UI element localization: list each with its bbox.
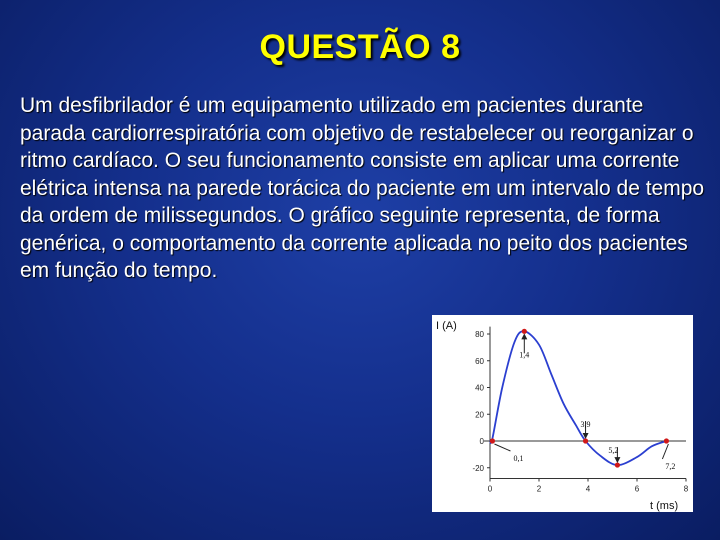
y-tick-label: -20	[472, 463, 484, 473]
y-tick-label: 40	[475, 383, 484, 393]
x-tick-label: 8	[683, 484, 689, 494]
chart-svg	[432, 315, 693, 512]
annotation-label: 3,9	[580, 420, 591, 429]
annotation-arrowhead	[521, 333, 527, 339]
current-curve	[490, 331, 666, 465]
data-marker	[615, 462, 620, 467]
data-marker	[583, 438, 588, 443]
y-axis-title: I (A)	[436, 320, 457, 332]
y-tick-label: 20	[475, 410, 484, 420]
data-marker	[664, 438, 669, 443]
y-tick-label: 60	[475, 356, 484, 366]
data-marker	[522, 329, 527, 334]
x-tick-label: 4	[585, 484, 591, 494]
slide-title: QUESTÃO 8	[259, 28, 461, 66]
x-tick-label: 0	[487, 484, 493, 494]
annotation-label: 5,2	[608, 446, 619, 456]
x-tick-label: 2	[536, 484, 542, 494]
y-tick-label: 80	[475, 330, 484, 339]
annotation-arrowhead	[614, 457, 620, 463]
x-tick-label: 6	[634, 484, 640, 494]
y-tick-label: 0	[479, 437, 484, 446]
annotation-label: 0,1	[513, 454, 524, 463]
annotation-label: 7,2	[665, 462, 676, 471]
data-marker	[490, 438, 495, 443]
annotation-arrow	[494, 444, 510, 451]
x-axis-title: t (ms)	[650, 500, 679, 512]
question-text: Um desfibrilador é um equipamento utilizado em pacientes durante parada cardiorrespiratória com objetivo de restabelecer ou reorganizar o ritmo cardíaco. O seu funcionamento consiste em aplicar uma corrente elétrica intensa na parede torácica do paciente em um intervalo de tempo da ordem de milissegundos. O gráfico seguinte representa, de forma genérica, o comportamento da corrente aplicada no peito dos pacientes em função do tempo.	[20, 94, 705, 282]
annotation-arrow	[662, 444, 668, 459]
annotation-label: 1,4	[519, 350, 530, 360]
current-time-graph	[432, 315, 693, 512]
